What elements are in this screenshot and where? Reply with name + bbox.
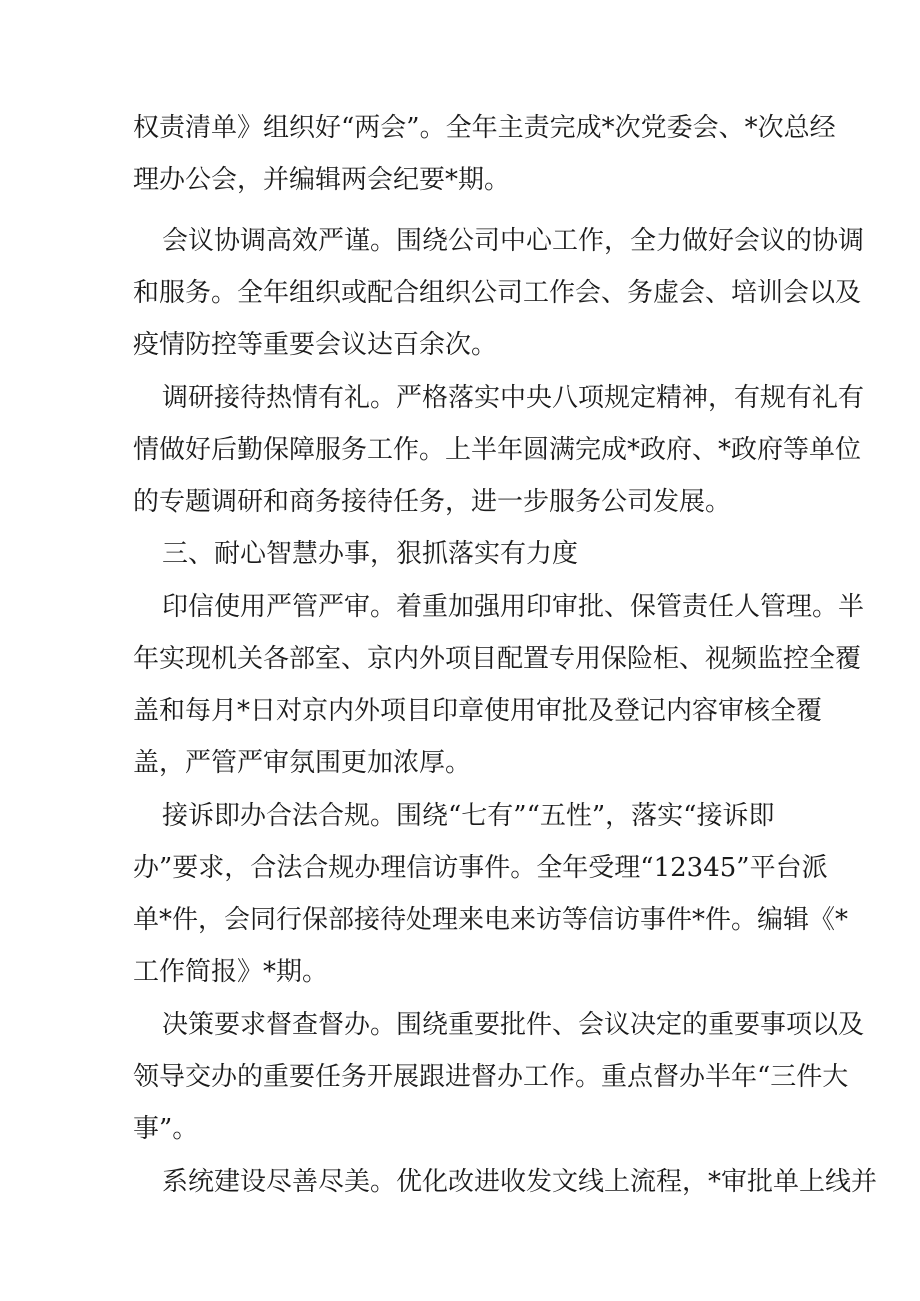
text-line: 单*件，会同行保部接待处理来电来访等信访事件*件。编辑《* [133,905,849,935]
text-line: 盖，严管严审氛围更加浓厚。 [133,748,472,778]
text-line: 办”要求，合法合规办理信访事件。全年受理“12345”平台派 [133,853,828,883]
section-heading: 三、耐心智慧办事，狠抓落实有力度 [162,539,579,569]
text-line: 理办公会，并编辑两会纪要*期。 [133,165,511,195]
paragraph-first-line: 印信使用严管严审。着重加强用印审批、保管责任人管理。半 [162,592,865,622]
text-line: 情做好后勤保障服务工作。上半年圆满完成*政府、*政府等单位 [133,435,862,465]
paragraph-first-line: 系统建设尽善尽美。优化改进收发文线上流程，*审批单上线并 [162,1167,878,1197]
paragraph-first-line: 会议协调高效严谨。围绕公司中心工作，全力做好会议的协调 [162,226,865,256]
text-line: 和服务。全年组织或配合组织公司工作会、务虚会、培训会以及 [133,278,862,308]
text-line: 年实现机关各部室、京内外项目配置专用保险柜、视频监控全覆 [133,644,862,674]
text-line: 事”。 [133,1114,199,1144]
text-line: 的专题调研和商务接待任务，进一步服务公司发展。 [133,487,732,517]
paragraph-first-line: 决策要求督查督办。围绕重要批件、会议决定的重要事项以及 [162,1010,865,1040]
text-line: 疫情防控等重要会议达百余次。 [133,330,498,360]
paragraph-first-line: 接诉即办合法合规。围绕“七有”“五性”，落实“接诉即 [162,801,775,831]
text-line: 盖和每月*日对京内外项目印章使用审批及登记内容审核全覆 [133,696,823,726]
text-line: 领导交办的重要任务开展跟进督办工作。重点督办半年“三件大 [133,1062,849,1092]
text-line: 工作简报》*期。 [133,957,329,987]
text-line: 权责清单》组织好“两会”。全年主责完成*次党委会、*次总经 [133,113,836,143]
paragraph-first-line: 调研接待热情有礼。严格落实中央八项规定精神，有规有礼有 [162,383,865,413]
